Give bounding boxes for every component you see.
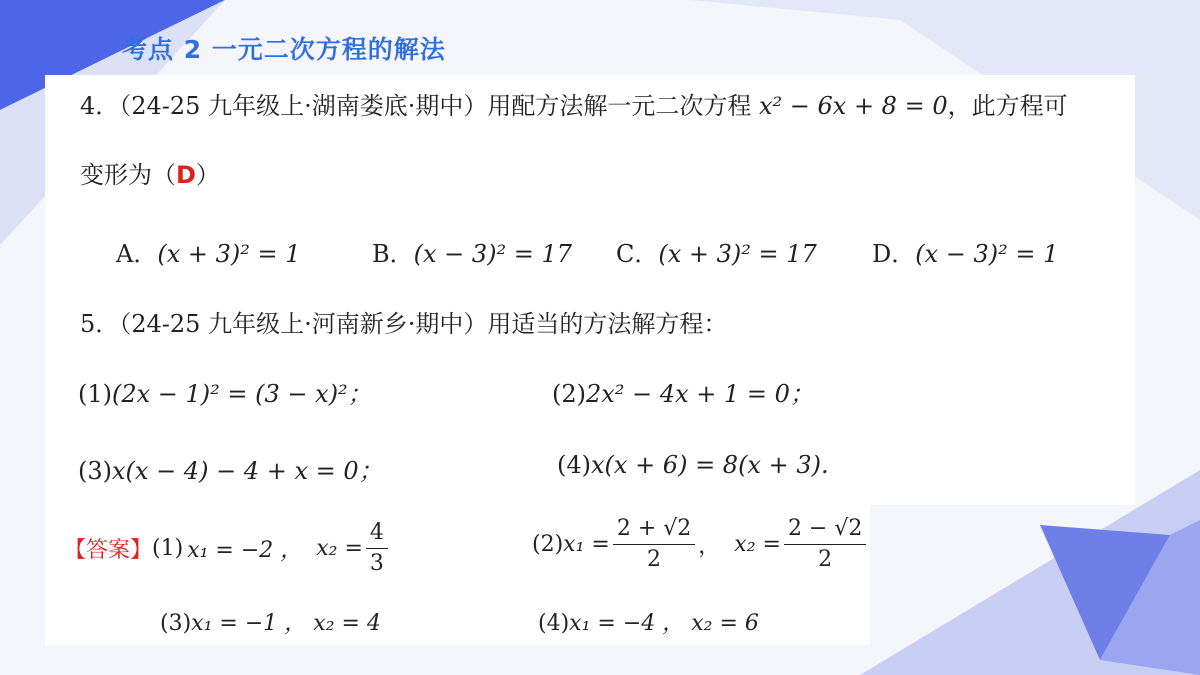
question-4-close: ）: [195, 161, 220, 189]
question-4-line-1: [80, 86, 1068, 121]
q5-item-4-label: (4): [557, 451, 591, 479]
q5-item-1-label: (1): [78, 380, 112, 408]
question-4-line-2: [80, 155, 220, 190]
answer-1-fraction: [366, 518, 388, 579]
question-4-text: 4．（24-25 九年级上·湖南娄底·期中）用配方法解一元二次方程: [80, 92, 752, 120]
answer-3-expr: x₁ = −1 ， x₂ = 4: [191, 611, 381, 636]
option-d: [872, 234, 1058, 269]
answer-1-label: (1): [152, 536, 184, 561]
answer-2-x2-denominator: 2: [818, 547, 833, 572]
answer-2-x1-denominator: 2: [647, 547, 662, 572]
answer-2-x1-numerator: 2 + √2: [613, 514, 695, 545]
question-4-equation: x² − 6x + 8 = 0: [758, 92, 948, 120]
answer-2-x1: x₁ =: [563, 532, 610, 557]
page-title: 考点 2 一元二次方程的解法: [122, 35, 446, 64]
answer-4-expr: x₁ = −4 ， x₂ = 6: [569, 611, 759, 636]
answer-3: [160, 606, 381, 637]
option-c-label: C．: [616, 240, 659, 268]
answer-1-x1: x₁ = −2 ，: [187, 538, 303, 563]
question-4-answer: D: [176, 161, 196, 189]
answer-1-x2: x₂ =: [316, 536, 363, 561]
answer-1: [64, 518, 391, 579]
answer-2: [532, 514, 869, 575]
option-c-expr: (x + 3)² = 17: [658, 240, 817, 268]
answer-1-denominator: 3: [369, 551, 384, 576]
q5-item-3-label: (3): [78, 457, 112, 485]
answer-2-x2-numerator: 2 − √2: [784, 514, 866, 545]
answer-4: [538, 606, 759, 637]
question-5-heading: 5．（24-25 九年级上·河南新乡·期中）用适当的方法解方程：: [80, 310, 728, 338]
answer-2-x2: x₂ =: [734, 532, 781, 557]
question-4-prompt: 变形为（: [80, 161, 176, 189]
q5-item-4: [557, 451, 829, 479]
option-d-expr: (x − 3)² = 1: [915, 240, 1059, 268]
option-d-label: D．: [872, 240, 916, 268]
q5-item-3-expr: x(x − 4) − 4 + x = 0；: [112, 457, 383, 485]
q5-item-1-expr: (2x − 1)² = (3 − x)²；: [112, 380, 372, 408]
answer-1-numerator: 4: [366, 518, 388, 549]
option-b-expr: (x − 3)² = 17: [413, 240, 573, 268]
answer-3-label: (3): [160, 611, 192, 636]
answer-tag: 【答案】: [64, 538, 153, 563]
q5-item-2: [552, 374, 814, 409]
option-a: [116, 234, 301, 269]
answer-4-label: (4): [538, 611, 570, 636]
question-4-tail: ，此方程可: [947, 92, 1068, 120]
option-b-label: B．: [372, 240, 414, 268]
q5-item-1: [78, 374, 372, 409]
option-b: [372, 234, 572, 269]
q5-item-2-expr: 2x² − 4x + 1 = 0；: [586, 380, 814, 408]
option-c: [616, 234, 817, 269]
content-card-top: [45, 75, 1135, 505]
q5-item-4-expr: x(x + 6) = 8(x + 3).: [591, 451, 829, 479]
answer-2-label: (2): [532, 532, 564, 557]
option-a-expr: (x + 3)² = 1: [157, 240, 301, 268]
answer-2-x2-fraction: [784, 514, 866, 575]
option-a-label: A．: [116, 240, 158, 268]
q5-item-3: [78, 451, 383, 486]
answer-2-separator: ，: [698, 534, 721, 559]
q5-item-2-label: (2): [552, 380, 586, 408]
answer-2-x1-fraction: [613, 514, 695, 575]
